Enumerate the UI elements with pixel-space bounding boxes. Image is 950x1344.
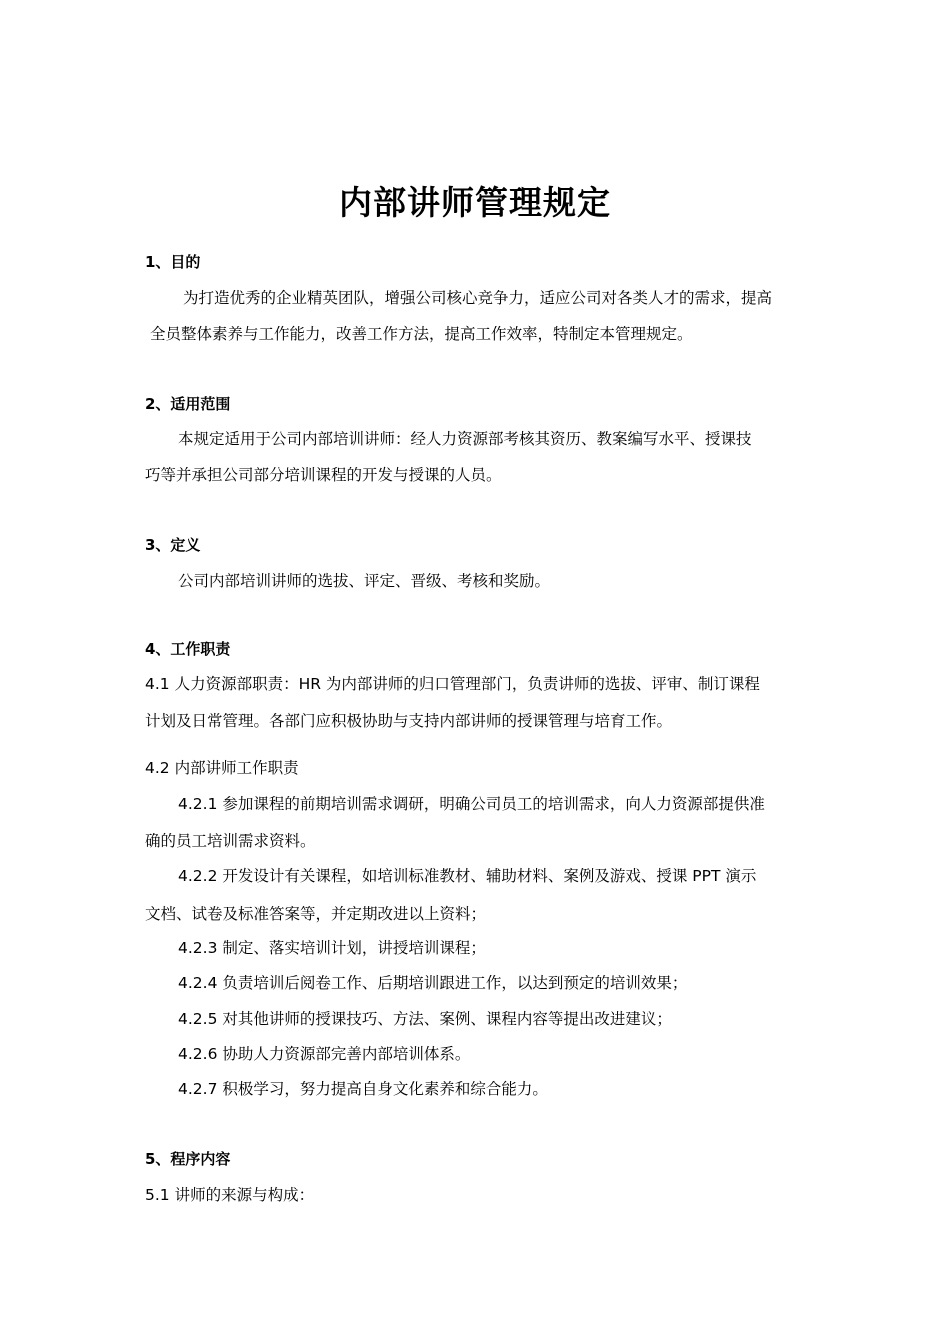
list-item: 4.2 内部讲师工作职责: [145, 759, 299, 777]
section-heading-scope: 2、适用范围: [145, 395, 231, 413]
list-item: 4.1 人力资源部职责：HR 为内部讲师的归口管理部门，负责讲师的选拔、评审、制订课程: [145, 675, 760, 693]
paragraph-line: 本规定适用于公司内部培训讲师：经人力资源部考核其资历、教案编写水平、授课技: [178, 430, 752, 448]
paragraph-line: 巧等并承担公司部分培训课程的开发与授课的人员。: [145, 466, 502, 484]
list-item: 4.2.3 制定、落实培训计划，讲授培训课程；: [178, 939, 486, 957]
paragraph-line: 为打造优秀的企业精英团队，增强公司核心竞争力，适应公司对各类人才的需求，提高: [183, 289, 773, 307]
section-heading-procedure: 5、程序内容: [145, 1150, 231, 1168]
list-item: 4.2.4 负责培训后阅卷工作、后期培训跟进工作，以达到预定的培训效果；: [178, 974, 688, 992]
list-item: 4.2.1 参加课程的前期培训需求调研，明确公司员工的培训需求，向人力资源部提供准: [178, 795, 765, 813]
list-item-continuation: 确的员工培训需求资料。: [145, 832, 316, 850]
list-item: 5.1 讲师的来源与构成：: [145, 1186, 315, 1204]
document-title: 内部讲师管理规定: [339, 183, 611, 222]
list-item-continuation: 计划及日常管理。各部门应积极协助与支持内部讲师的授课管理与培育工作。: [145, 712, 673, 730]
list-item: 4.2.2 开发设计有关课程，如培训标准教材、辅助材料、案例及游戏、授课 PPT 演示: [178, 867, 757, 885]
list-item-continuation: 文档、试卷及标准答案等，并定期改进以上资料；: [145, 905, 487, 923]
section-heading-responsibilities: 4、工作职责: [145, 640, 231, 658]
section-heading-purpose: 1、目的: [145, 253, 201, 271]
list-item: 4.2.7 积极学习，努力提高自身文化素养和综合能力。: [178, 1080, 548, 1098]
paragraph-line: 公司内部培训讲师的选拔、评定、晋级、考核和奖励。: [178, 572, 551, 590]
list-item: 4.2.5 对其他讲师的授课技巧、方法、案例、课程内容等提出改进建议；: [178, 1010, 672, 1028]
section-heading-definition: 3、定义: [145, 536, 201, 554]
paragraph-line: 全员整体素养与工作能力，改善工作方法，提高工作效率，特制定本管理规定。: [150, 325, 693, 343]
list-item: 4.2.6 协助人力资源部完善内部培训体系。: [178, 1045, 471, 1063]
